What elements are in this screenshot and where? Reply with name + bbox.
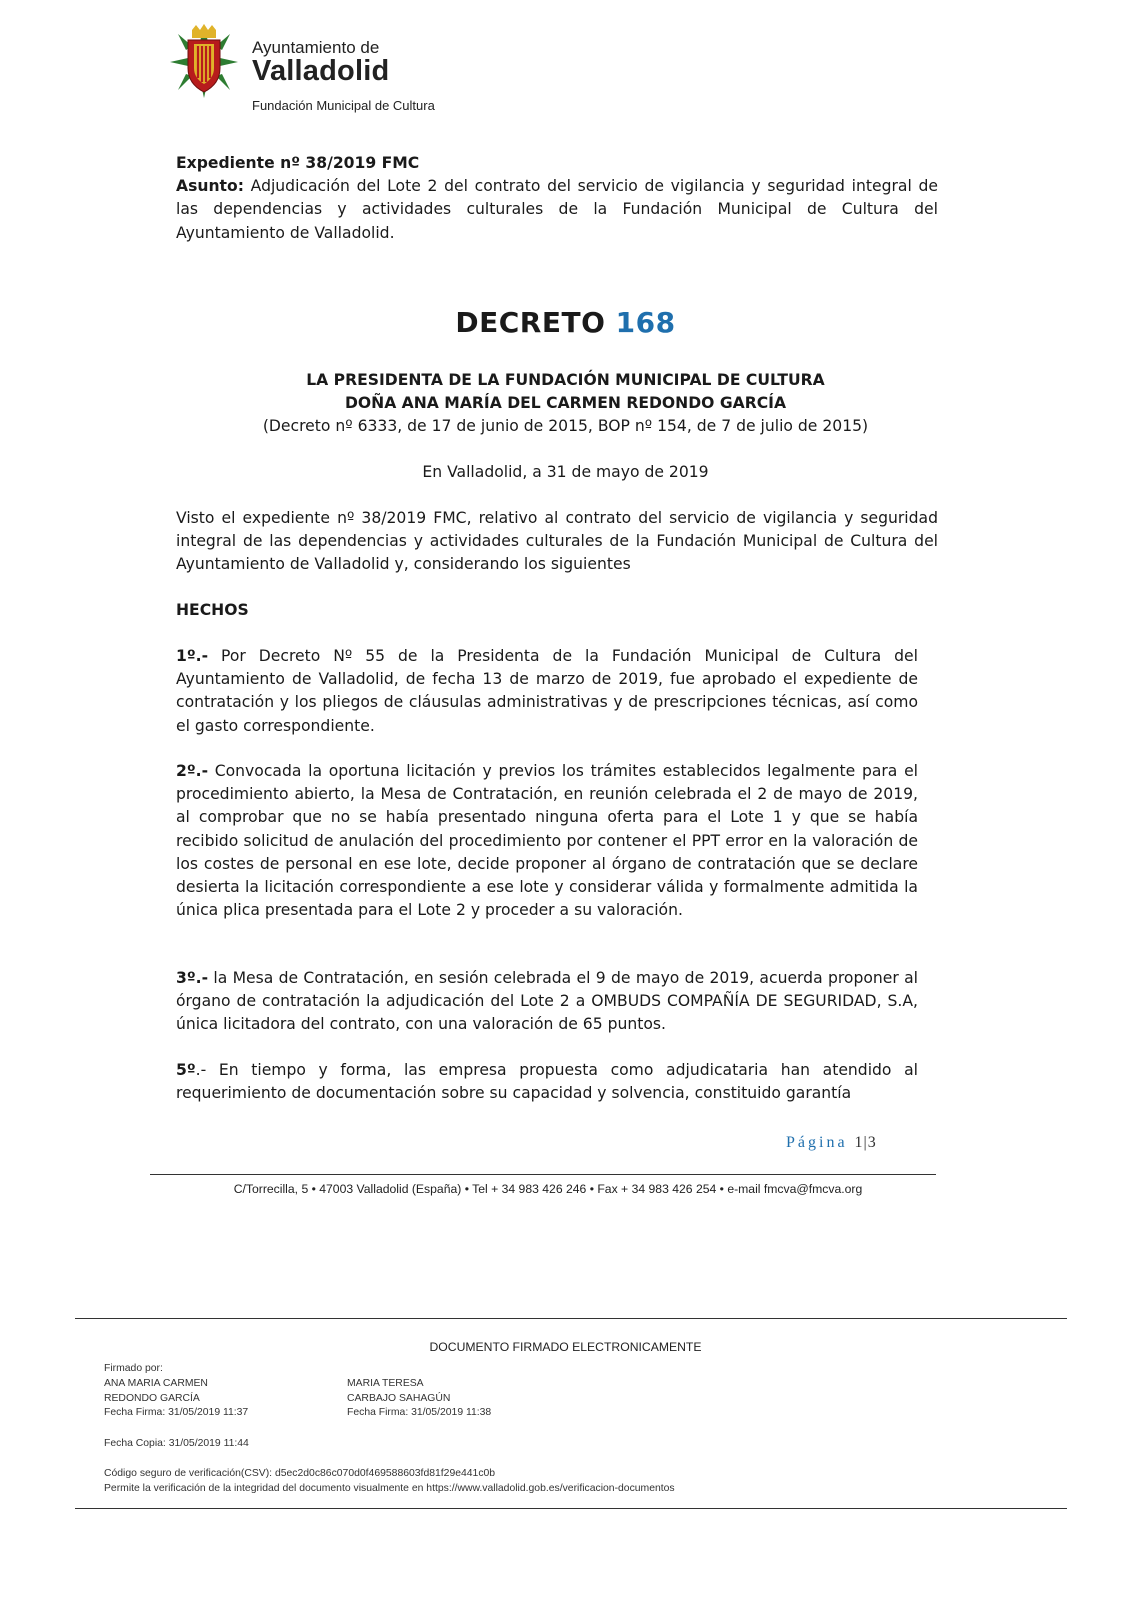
hecho-number: 2º.-: [176, 762, 209, 780]
page-count: 1|3: [854, 1134, 877, 1151]
signer-1-name2: REDONDO GARCÍA: [104, 1392, 200, 1404]
presidenta-block: [0, 369, 1131, 439]
hecho-number: 1º.-: [176, 647, 209, 665]
page-number: [786, 1134, 877, 1152]
place-date: En Valladolid, a 31 de mayo de 2019: [422, 463, 709, 481]
signer-2-name2: CARBAJO SAHAGÚN: [347, 1392, 451, 1404]
expediente-block: [176, 152, 938, 245]
csv-block: [104, 1467, 675, 1496]
page-label: Página: [786, 1134, 848, 1151]
presidenta-line1: LA PRESIDENTA DE LA FUNDACIÓN MUNICIPAL DE CULTURA: [306, 371, 825, 389]
signer-1-date: Fecha Firma: 31/05/2019 11:37: [104, 1407, 249, 1419]
hecho-number: 5º: [176, 1061, 196, 1079]
hecho-text: Por Decreto Nº 55 de la Presidenta de la Fundación Municipal de Cultura del Ayuntamiento de Valladolid, de fecha 13 de marzo de 2019, fue aprobado el expediente de contratación y los pliegos de cláusulas administrativas y de prescripciones técnicas, así como el gasto correspondiente.: [176, 647, 918, 735]
decreto-label: DECRETO: [455, 306, 616, 339]
header-logo: [168, 22, 468, 122]
footer-divider: [150, 1174, 936, 1175]
signer-1: [104, 1377, 248, 1421]
hecho-number: 3º.-: [176, 969, 209, 987]
signature-top-divider: [75, 1318, 1067, 1319]
presidenta-line3: (Decreto nº 6333, de 17 de junio de 2015, BOP nº 154, de 7 de julio de 2015): [262, 417, 869, 436]
org-line2: Valladolid: [252, 55, 390, 87]
signature-title: DOCUMENTO FIRMADO ELECTRONICAMENTE: [429, 1340, 702, 1354]
signature-bottom-divider: [75, 1508, 1067, 1509]
hecho-paragraph: [176, 967, 918, 1037]
signer-2: [347, 1377, 491, 1421]
signer-2-date: Fecha Firma: 31/05/2019 11:38: [347, 1407, 492, 1419]
asunto-label: Asunto:: [176, 177, 244, 196]
hecho-text: .- En tiempo y forma, las empresa propuesta como adjudicataria han atendido al requerimiento de documentación sobre su capacidad y solvencia, constituido garantía: [176, 1061, 918, 1103]
hechos-heading: HECHOS: [176, 601, 249, 619]
hecho-paragraph: [176, 760, 918, 922]
signer-1-name1: ANA MARIA CARMEN: [104, 1378, 208, 1389]
org-line1: Ayuntamiento de: [252, 38, 380, 57]
decreto-title: [0, 306, 1131, 339]
verification-note: Permite la verificación de la integridad del documento visualmente en https://www.valladolid.gob.es/verificacion-documentos: [104, 1482, 675, 1494]
decreto-number: 168: [615, 306, 676, 339]
expediente-label: Expediente nº 38/2019 FMC: [176, 154, 420, 172]
csv-code: Código seguro de verificación(CSV): d5ec2d0c86c070d0f469588603fd81f29e441c0b: [104, 1468, 496, 1479]
hecho-text: Convocada la oportuna licitación y previos los trámites establecidos legalmente para el procedimiento abierto, la Mesa de Contratación, en reunión celebrada el 2 de mayo de 2019, al comprobar que no se había presentado ninguna oferta para el Lote 1 y que se había recibido solicitud de anulación del procedimiento por contener el PPT error en la valoración de los costes de personal en ese lote, decide proponer al órgano de contratación que se declare desierta la licitación correspondiente a ese lote y considerar válida y formalmente admitida la única plica presentada para el Lote 2 y proceder a su valoración.: [176, 762, 918, 920]
asunto-text: Adjudicación del Lote 2 del contrato del servicio de vigilancia y seguridad integral de las dependencias y actividades culturales de la Fundación Municipal de Cultura del Ayuntamiento de Valladolid.: [176, 177, 938, 242]
valladolid-crest-icon: [168, 22, 240, 100]
hecho-paragraph: [176, 645, 918, 738]
copy-date: Fecha Copia: 31/05/2019 11:44: [104, 1438, 249, 1449]
hecho-paragraph: [176, 1059, 918, 1105]
signer-2-name1: MARIA TERESA: [347, 1378, 424, 1389]
presidenta-line2: DOÑA ANA MARÍA DEL CARMEN REDONDO GARCÍA: [344, 394, 787, 413]
org-line3: Fundación Municipal de Cultura: [252, 98, 435, 113]
footer-address: C/Torrecilla, 5 • 47003 Valladolid (España) • Tel + 34 983 426 246 • Fax + 34 983 426 254 • e-mail fmcva@fmcva.org: [233, 1182, 863, 1196]
hecho-text: la Mesa de Contratación, en sesión celebrada el 9 de mayo de 2019, acuerda proponer al órgano de contratación la adjudicación del Lote 2 a OMBUDS COMPAÑÍA DE SEGURIDAD, S.A, única licitadora del contrato, con una valoración de 65 puntos.: [176, 969, 918, 1034]
asunto-paragraph: [176, 175, 938, 245]
signed-by-label: Firmado por:: [104, 1363, 163, 1374]
visto-paragraph: Visto el expediente nº 38/2019 FMC, relativo al contrato del servicio de vigilancia y seguridad integral de las dependencias y actividades culturales de la Fundación Municipal de Cultura del Ayuntamiento de Valladolid y, considerando los siguientes: [176, 509, 938, 574]
